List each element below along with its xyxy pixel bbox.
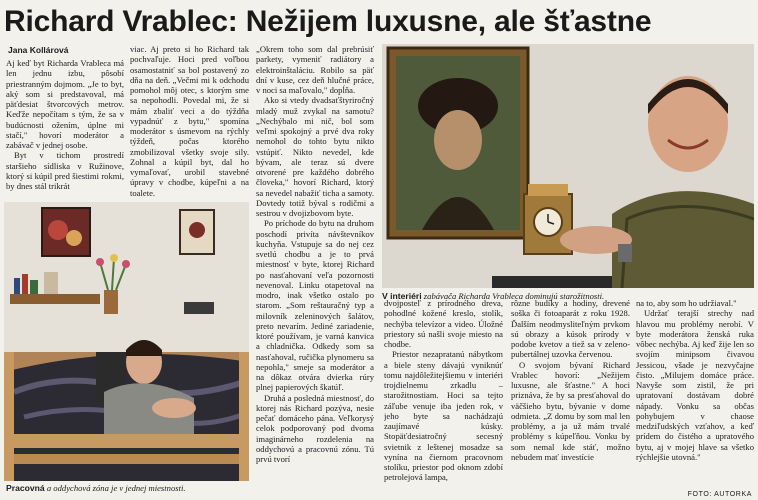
article-column-2: [130, 44, 249, 200]
paragraph: Priestor nezapratanú nábytkom a biele steny dávajú vyniknúť tomu najdôležitejšiemu v interiéri trojdielnemu zrkadlu – starožitnostiam. Hoci sa tejto záľube venuje iba jeden rok, v jeho byte sa nachádzajú zaujímavé kúsky. Stopäťdesiatročný secesný svietnik z leštenej mosadze sa vynína na čiernom pracovnom stolíku, priestor pod oknom zdobí petrolejová lampa,: [384, 349, 503, 483]
paragraph: Druhá a posledná miestnosť, do ktorej nás Richard pozýva, nesie pečať domáceho pána. Veľkorysý celok podporovaný pod dvoma imaginárneho rozdelenia na oddychovú a pracovnú zónu. Tú prvú tvorí: [256, 392, 374, 464]
article-column-1: [6, 58, 124, 200]
paragraph: Udržať terajší strechy nad hlavou mu problémy nerobí. V byte moderátora ženská ruka vôbec nechýba. Aj keď žije len so svojím minipsom čivavou Jessicou, všade je nezvyčajne čisto. „Milujem domáce práce. Navyše som zistil, že pri upratovaní dostávam dobré nápady. Vonku sa občas pohybujem v chaose medziľudských vzťahov, a keď prídem do čistého a upratového bytu, aj v mojej hlave sa všetko rýchlejšie utovná.": [636, 308, 754, 462]
paragraph: na to, aby som ho udržiaval.": [636, 298, 737, 308]
paragraph: Byt v tichom prostredí staršieho sídliska v Ružinove, ktorý si kúpil pred šiestimi rokmi, by dnes stál trikrát: [6, 150, 124, 191]
headline: Richard Vrablec: Nežijem luxusne, ale šťastne: [4, 5, 652, 38]
interior-photo: [382, 44, 754, 288]
caption-lead: V interiéri: [382, 291, 422, 301]
article-column-5: [511, 298, 630, 486]
paragraph: „Okrem toho som dal prebrúsiť parkety, vymeniť radiátory a elektroinštaláciu. Robilo sa päť dní v kuse, cez deň hlučné práce, v noci sa maľovalo," dopĺňa.: [256, 44, 374, 95]
bedroom-photo: [4, 202, 249, 481]
caption-lead: Pracovná: [6, 483, 45, 493]
article-column-3: [256, 44, 374, 498]
article-column-4: [384, 298, 503, 486]
paragraph: Ako si vtedy dvadsaťštyriročný mladý muž zvykal na samotu? „Nechýbalo mi nič, bol som veľmi spokojný a prvé dva roky nemohol do tohto bytu nikto vstúpiť. Nikto nevedel, kde bývam, ale teraz sú dvere otvorené pre každého dobrého človeka," hovorí Richard, ktorý sa nevedel nabažiť ticha a samoty. Dovtedy totiž býval s rodičmi a sestrou v dvojizbovom byte.: [256, 95, 374, 218]
paragraph: O svojom bývaní Richard Vrablec hovorí: „Nežijem luxusne, ale šťastne." A hoci priznáva, že by sa presťahoval do väčšieho bytu, bývanie v dome odmieta. „Z domu by som mal len problémy, a ja už mám trvalé problémy s kúpeľňou. Vonku by som nemal kde stáť, možno nebudem mať investície: [511, 359, 630, 462]
paragraph: viac. Aj preto si ho Richard tak pochvaľuje. Hoci pred voľbou osamostatniť sa bol postavený zo dňa na deň. „Večmi mi k odchodu pomohol môj otec, s ktorým sme sa nepohodli. Povedal mi, že si mám zbaliť veci a do týždňa vypadnúť z bytu," spomína moderátor s úsmevom na rýchly týždeň, počas ktorého zmobilizoval všetky svoje sily. Zohnal a kúpil byt, dal ho vymaľovať, urobil stavebné úpravy v chodbe, kúpeľni a na toalete.: [130, 44, 249, 198]
paragraph: rôzne budíky a hodiny, drevené soška či fotoaparát z roku 1928. Ďalším neodmysliteľným prvkom sú obrazy a kúsok prírody v podobe kvetov a tiež sa v zeleno-pubertálnej uzovka červenou.: [511, 298, 630, 360]
paragraph: dvojposteľ z prírodného dreva, pohodlné kožené kreslo, stolík, nechýba televízor a video. Úložné priestory sú našli svoje miesto na chodbe.: [384, 298, 503, 349]
paragraph: Aj keď byt Richarda Vrableca má len jednu izbu, pôsobí priestranným dojmom. „Je to byt, aký som si predstavoval, má päťdesiat štvorcových metrov. Keďže nepočítam s tým, že sa v budúcnosti ožením, úplne mi stačí," hovorí moderátor a zabávač v jednej osobe.: [6, 58, 124, 150]
article-column-6: [636, 298, 754, 486]
photo-caption-1: [6, 483, 250, 493]
photo-caption-2: [382, 291, 756, 301]
caption-text: zabávača Richarda Vrableca dominujú starožitnosti.: [421, 291, 605, 301]
paragraph: Po príchode do bytu na druhom poschodí privíta návštevníkov kuchyňa. Vstupuje sa do nej cez svetlú chodbu a je to prvá miestnosť v byte, ktorej Richard po nasťahovaní veľa pozornosti nevenoval. Linku otapetoval na modro, inak všetko ostalo po starom. „Som reštauračný typ a milovník zeleninových šalátov, preto nevarím. Jediné zariadenie, ktoré používam, je varná kanvica a chladnička. Odkedy som sa nasťahoval, ručička plynomeru sa nepohla," smeje sa moderátor a na dôkaz otvára dvierka rúry plnej papierových škatúľ.: [256, 218, 374, 393]
photo-credit: FOTO: AUTORKA: [687, 491, 752, 498]
caption-text: a oddychová zóna je v jednej miestnosti.: [44, 483, 186, 493]
byline: Jana Kollárová: [8, 45, 69, 55]
